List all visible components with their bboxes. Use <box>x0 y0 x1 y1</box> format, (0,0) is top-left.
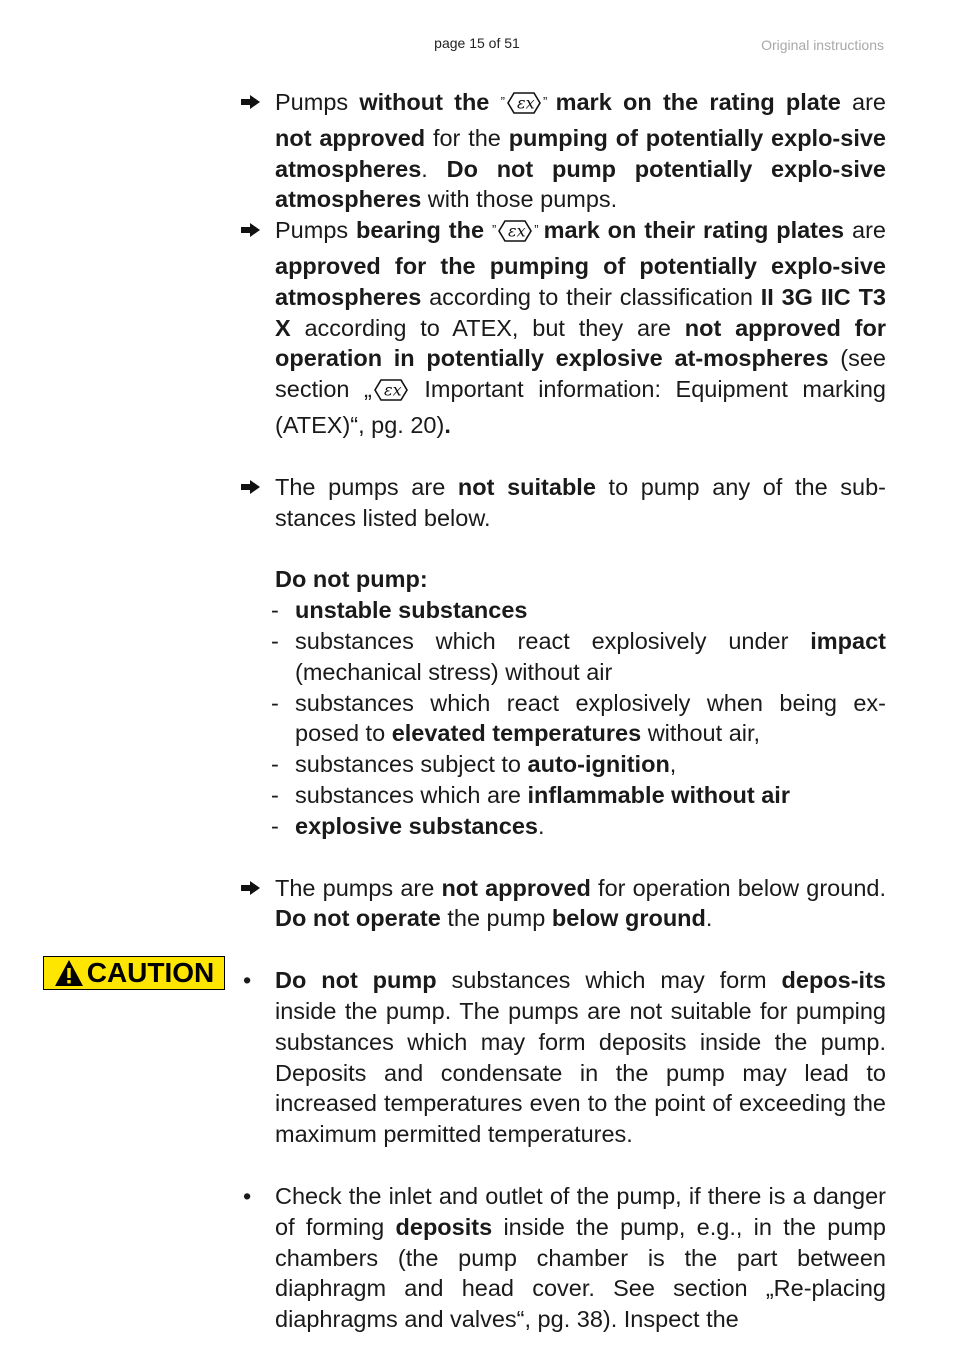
ex-mark-icon <box>506 91 542 123</box>
list-item: - substances subject to auto-ignition, <box>271 751 677 778</box>
svg-text:εx: εx <box>516 93 535 113</box>
list-item: - substances which react explosively when being ex-posed to elevated temperatures without air, <box>271 689 886 747</box>
bullet: • <box>243 967 252 994</box>
bullet: • <box>243 1182 252 1209</box>
right-arrow-icon <box>241 873 263 903</box>
caution-deposits: • Do not pump substances which may form depos-its inside the pump. The pumps are not suitable for pumping substances which may form deposits inside the pump. Deposits and condensate in the pump may lead to increased temperatures even to the point of exceeding the maximum permitted temperatures. <box>243 967 886 1148</box>
page-number: page 15 of 51 <box>434 35 520 51</box>
caution-text: CAUTION <box>86 957 215 988</box>
instruction-without-ex-mark: Pumps without the ” εx ” mark on the rating plate are not approved for the pumping of potentially explo-sive atmospheres. Do not pump potentially explo-sive atmospheres with those pumps. <box>275 87 886 215</box>
check-inlet-outlet: • Check the inlet and outlet of the pump, if there is a danger of forming deposits inside the pump, e.g., in the pump chambers (the pump chamber is the part between diaphragm and head cover. See section „Re-placing diaphragms and valves“, pg. 38). Inspect the <box>243 1182 886 1333</box>
list-item: - substances which are inflammable without air <box>271 781 790 808</box>
list-item: - substances which react explosively under impact (mechanical stress) without air <box>271 627 886 685</box>
instruction-with-ex-mark: Pumps bearing the ” εx ” mark on their rating plates are approved for the pumping of potentially explo-sive atmospheres according to their classification II 3G IIC T3 X according to ATEX, but they are not approved for operation in potentially explosive at-mospheres (see section „ εx Important information: Equipment marking (ATEX)“, pg. 20). <box>275 215 886 441</box>
instruction-below-ground: The pumps are not approved for operation below ground. Do not operate the pump below ground. <box>275 873 886 935</box>
right-arrow-icon <box>241 472 263 502</box>
right-arrow-icon <box>241 87 263 117</box>
warning-triangle-icon <box>54 959 84 987</box>
svg-text:εx: εx <box>508 221 526 241</box>
ex-mark-icon <box>497 219 533 251</box>
ex-mark-icon <box>373 378 409 410</box>
list-item: - unstable substances <box>271 597 528 624</box>
svg-text:εx: εx <box>383 380 402 400</box>
document-label: Original instructions <box>761 37 884 53</box>
caution-label <box>43 956 225 990</box>
instruction-not-suitable: The pumps are not suitable to pump any of the sub-stances listed below. <box>275 472 886 534</box>
list-item: - explosive substances. <box>271 812 545 839</box>
do-not-pump-heading: Do not pump: <box>275 566 428 593</box>
document-body <box>243 87 887 1335</box>
right-arrow-icon <box>241 215 263 245</box>
